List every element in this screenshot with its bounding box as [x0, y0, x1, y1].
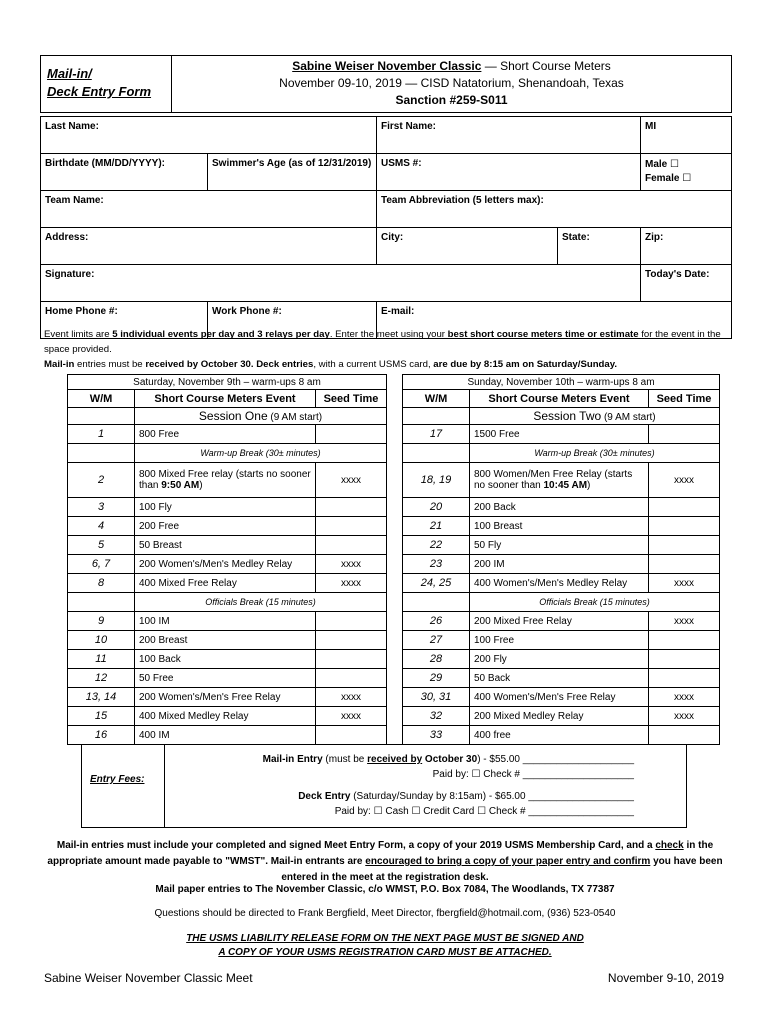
event-number: 12: [68, 669, 135, 688]
seed-time-field[interactable]: [316, 536, 387, 555]
col-seed: Seed Time: [316, 390, 387, 408]
sunday-title: Sunday, November 10th – warm-ups 8 am: [403, 375, 720, 390]
event-row: [68, 707, 387, 726]
event-name: 800 Women/Men Free Relay (starts no sooner than 10:45 AM): [470, 463, 649, 498]
officials-break-row: Officials Break (15 minutes): [68, 593, 387, 612]
seed-time-field[interactable]: [316, 650, 387, 669]
home-phone-field[interactable]: Home Phone #:: [41, 302, 208, 339]
event-number: 10: [68, 631, 135, 650]
event-number: 16: [68, 726, 135, 745]
event-number: 3: [68, 498, 135, 517]
col-wm: W/M: [68, 390, 135, 408]
mi-field[interactable]: MI: [641, 117, 732, 154]
event-number: 2: [68, 463, 135, 498]
meet-dates: November 09-10, 2019 — CISD Natatorium, Shenandoah, Texas: [279, 76, 624, 90]
event-row: [403, 498, 720, 517]
event-row: [403, 688, 720, 707]
todays-date-field[interactable]: Today's Date:: [641, 265, 732, 302]
event-number: 20: [403, 498, 470, 517]
entry-fees-box: [81, 744, 687, 828]
warmup-break-row: Warm-up Break (30± minutes): [403, 444, 720, 463]
event-name: 50 Free: [135, 669, 316, 688]
event-row: [68, 650, 387, 669]
questions-contact: Questions should be directed to Frank Bergfield, Meet Director, fbergfield@hotmail.com, (936) 523-0540: [154, 908, 616, 919]
team-abbr-field[interactable]: Team Abbreviation (5 letters max):: [377, 191, 732, 228]
team-name-field[interactable]: Team Name:: [41, 191, 377, 228]
form-title: [41, 56, 172, 112]
sunday-events-table: Sunday, November 10th – warm-ups 8 am W/M Short Course Meters Event Seed Time Session Two (9 AM start) 17 1500 Free Warm-up Break (30± minutes) 18, 19 800 Women/Men Free Relay (starts no sooner than 10:45 AM) xxxx 20 200 Back 21 100 Breast 22 50 Fly 23 200 IM 24, 25 400 Women's/Men's Medley Relay xxxx Officials Break (15 minutes) 26 200 Mixed Free Relay xxxx 27 100 Free 28 200 Fly 29 50 Back 30, 31 400 Women's/Men's Free Relay xxxx 32 200 Mixed Medley Relay xxxx 33 400 free: [402, 374, 720, 745]
event-row: [68, 612, 387, 631]
seed-time-field[interactable]: xxxx: [649, 463, 720, 498]
col-seed: Seed Time: [649, 390, 720, 408]
meet-info: [172, 58, 731, 109]
session-two-label: Session Two: [533, 409, 602, 423]
event-name: 50 Breast: [135, 536, 316, 555]
seed-time-field[interactable]: [316, 669, 387, 688]
event-number: 24, 25: [403, 574, 470, 593]
usms-field[interactable]: USMS #:: [377, 154, 641, 191]
event-row: [403, 669, 720, 688]
first-name-field[interactable]: First Name:: [377, 117, 641, 154]
form-title-line-2: Deck Entry Form: [47, 84, 152, 99]
event-row: [403, 631, 720, 650]
birthdate-field[interactable]: Birthdate (MM/DD/YYYY):: [41, 154, 208, 191]
seed-time-field[interactable]: xxxx: [316, 555, 387, 574]
zip-field[interactable]: Zip:: [641, 228, 732, 265]
female-checkbox[interactable]: Female ☐: [645, 173, 692, 184]
seed-time-field[interactable]: [649, 536, 720, 555]
event-row: [403, 612, 720, 631]
sanction-number: Sanction #259-S011: [395, 93, 508, 107]
seed-time-field[interactable]: [316, 425, 387, 444]
event-row: [403, 536, 720, 555]
event-name: 200 Back: [470, 498, 649, 517]
event-row: [68, 517, 387, 536]
event-number: 4: [68, 517, 135, 536]
deck-paid-by[interactable]: Paid by: ☐ Cash ☐ Credit Card ☐ Check # ___________________: [334, 806, 634, 817]
event-name: 200 Women's/Men's Medley Relay: [135, 555, 316, 574]
event-number: 22: [403, 536, 470, 555]
swimmer-info-table: [40, 116, 732, 339]
liability-warning: THE USMS LIABILITY RELEASE FORM ON THE NEXT PAGE MUST BE SIGNED AND A COPY OF YOUR USMS REGISTRATION CARD MUST BE ATTACHED.: [186, 933, 584, 958]
address-field[interactable]: Address:: [41, 228, 377, 265]
email-field[interactable]: E-mail:: [377, 302, 732, 339]
event-row: [403, 574, 720, 593]
event-name: 50 Back: [470, 669, 649, 688]
entry-fees-label: Entry Fees:: [90, 774, 145, 785]
officials-break-row: Officials Break (15 minutes): [403, 593, 720, 612]
event-name: 200 IM: [470, 555, 649, 574]
seed-time-field[interactable]: [316, 517, 387, 536]
event-number: 23: [403, 555, 470, 574]
event-number: 21: [403, 517, 470, 536]
mail-in-paid-by[interactable]: Paid by: ☐ Check # ____________________: [432, 769, 634, 780]
event-number: 33: [403, 726, 470, 745]
event-name: 400 IM: [135, 726, 316, 745]
event-row: [403, 463, 720, 498]
seed-time-field[interactable]: [316, 612, 387, 631]
event-name: 100 Fly: [135, 498, 316, 517]
saturday-events-table: Saturday, November 9th – warm-ups 8 am W/M Short Course Meters Event Seed Time Session One (9 AM start) 1 800 Free Warm-up Break (30± minutes) 2 800 Mixed Free relay (starts no sooner than 9:50 AM) xxxx 3 100 Fly 4 200 Free 5 50 Breast 6, 7 200 Women's/Men's Medley Relay xxxx 8 400 Mixed Free Relay xxxx Officials Break (15 minutes) 9 100 IM 10 200 Breast 11 100 Back 12 50 Free 13, 14 200 Women's/Men's Free Relay xxxx 15 400 Mixed Medley Relay xxxx 16 400 IM: [67, 374, 387, 745]
event-row: [68, 425, 387, 444]
event-name: 400 Women's/Men's Free Relay: [470, 688, 649, 707]
signature-field[interactable]: Signature:: [41, 265, 641, 302]
seed-time-field[interactable]: xxxx: [649, 688, 720, 707]
event-row: [68, 555, 387, 574]
event-row: [68, 726, 387, 745]
event-number: 9: [68, 612, 135, 631]
seed-time-field[interactable]: [649, 555, 720, 574]
seed-time-field[interactable]: xxxx: [316, 688, 387, 707]
seed-time-field[interactable]: [649, 650, 720, 669]
event-name: 50 Fly: [470, 536, 649, 555]
col-event: Short Course Meters Event: [470, 390, 649, 408]
event-name: 200 Breast: [135, 631, 316, 650]
event-row: [403, 555, 720, 574]
deck-fee: Deck Entry (Saturday/Sunday by 8:15am) - $65.00 ___________________: [298, 791, 634, 802]
event-number: 11: [68, 650, 135, 669]
col-event: Short Course Meters Event: [135, 390, 316, 408]
event-number: 18, 19: [403, 463, 470, 498]
seed-time-field[interactable]: [649, 631, 720, 650]
event-name: 800 Mixed Free relay (starts no sooner than 9:50 AM): [135, 463, 316, 498]
last-name-field[interactable]: Last Name:: [41, 117, 377, 154]
work-phone-field[interactable]: Work Phone #:: [208, 302, 377, 339]
seed-time-field[interactable]: [649, 517, 720, 536]
event-row: [68, 688, 387, 707]
event-name: 1500 Free: [470, 425, 649, 444]
mailing-address: Mail paper entries to The November Classic, c/o WMST, P.O. Box 7084, The Woodlands, TX 77387: [155, 884, 615, 895]
event-row: [403, 517, 720, 536]
saturday-title: Saturday, November 9th – warm-ups 8 am: [68, 375, 387, 390]
event-name: 100 Breast: [470, 517, 649, 536]
seed-time-field[interactable]: xxxx: [649, 574, 720, 593]
age-field[interactable]: Swimmer's Age (as of 12/31/2019): [208, 154, 377, 191]
seed-time-field[interactable]: [316, 726, 387, 745]
event-row: [68, 574, 387, 593]
mail-in-fee: Mail-in Entry (must be received by October 30) - $55.00 ____________________: [262, 754, 634, 765]
event-name: 400 Mixed Medley Relay: [135, 707, 316, 726]
seed-time-field[interactable]: xxxx: [316, 574, 387, 593]
seed-time-field[interactable]: [316, 631, 387, 650]
warmup-break-row: Warm-up Break (30± minutes): [68, 444, 387, 463]
event-row: [403, 707, 720, 726]
meet-name: Sabine Weiser November Classic: [292, 59, 482, 73]
event-name: 200 Mixed Free Relay: [470, 612, 649, 631]
event-name: 200 Fly: [470, 650, 649, 669]
event-name: 400 Women's/Men's Medley Relay: [470, 574, 649, 593]
event-limits-text: Event limits are 5 individual events per day and 3 relays per day. Enter the meet using your best short course meters time or estimate for the event in the space provided. Mail-in entries must be received by October 30. Deck entries, with a current USMS card, are due by 8:15 am on Saturday/Sunday.: [44, 329, 721, 370]
event-number: 6, 7: [68, 555, 135, 574]
footer-left: Sabine Weiser November Classic Meet: [44, 971, 253, 985]
event-number: 27: [403, 631, 470, 650]
seed-time-field[interactable]: [649, 726, 720, 745]
seed-time-field[interactable]: [649, 425, 720, 444]
event-row: [68, 631, 387, 650]
seed-time-field[interactable]: [649, 669, 720, 688]
seed-time-field[interactable]: xxxx: [316, 463, 387, 498]
event-number: 32: [403, 707, 470, 726]
form-title-line-1: Mail-in/: [47, 66, 92, 81]
event-number: 17: [403, 425, 470, 444]
event-row: [403, 425, 720, 444]
event-number: 1: [68, 425, 135, 444]
event-number: 5: [68, 536, 135, 555]
event-number: 28: [403, 650, 470, 669]
seed-time-field[interactable]: [649, 498, 720, 517]
event-name: 100 Back: [135, 650, 316, 669]
event-name: 200 Mixed Medley Relay: [470, 707, 649, 726]
event-name: 400 free: [470, 726, 649, 745]
seed-time-field[interactable]: [316, 498, 387, 517]
event-row: [403, 726, 720, 745]
male-checkbox[interactable]: Male ☐: [645, 159, 679, 170]
event-number: 30, 31: [403, 688, 470, 707]
event-number: 8: [68, 574, 135, 593]
seed-time-field[interactable]: xxxx: [649, 612, 720, 631]
event-number: 13, 14: [68, 688, 135, 707]
event-row: [68, 463, 387, 498]
mail-in-instructions: Mail-in entries must include your completed and signed Meet Entry Form, a copy of your 2019 USMS Membership Card, and a check in the appropriate amount made payable to "WMST". Mail-in entrants are encouraged to bring a copy of your paper entry and confirm you have been entered in the meet at the registration desk.: [47, 840, 723, 883]
event-name: 200 Free: [135, 517, 316, 536]
event-number: 29: [403, 669, 470, 688]
event-row: [68, 669, 387, 688]
meet-course: — Short Course Meters: [481, 59, 611, 73]
event-number: 15: [68, 707, 135, 726]
state-field[interactable]: State:: [558, 228, 641, 265]
gender-field[interactable]: [641, 154, 732, 191]
event-name: 200 Women's/Men's Free Relay: [135, 688, 316, 707]
event-name: 400 Mixed Free Relay: [135, 574, 316, 593]
event-number: 26: [403, 612, 470, 631]
form-header: [40, 55, 732, 113]
event-row: [68, 536, 387, 555]
footer-right: November 9-10, 2019: [607, 971, 724, 985]
seed-time-field[interactable]: xxxx: [316, 707, 387, 726]
seed-time-field[interactable]: xxxx: [649, 707, 720, 726]
session-one-label: Session One: [198, 409, 268, 423]
event-row: [403, 650, 720, 669]
city-field[interactable]: City:: [377, 228, 558, 265]
col-wm: W/M: [403, 390, 470, 408]
event-name: 800 Free: [135, 425, 316, 444]
event-name: 100 Free: [470, 631, 649, 650]
event-name: 100 IM: [135, 612, 316, 631]
event-row: [68, 498, 387, 517]
